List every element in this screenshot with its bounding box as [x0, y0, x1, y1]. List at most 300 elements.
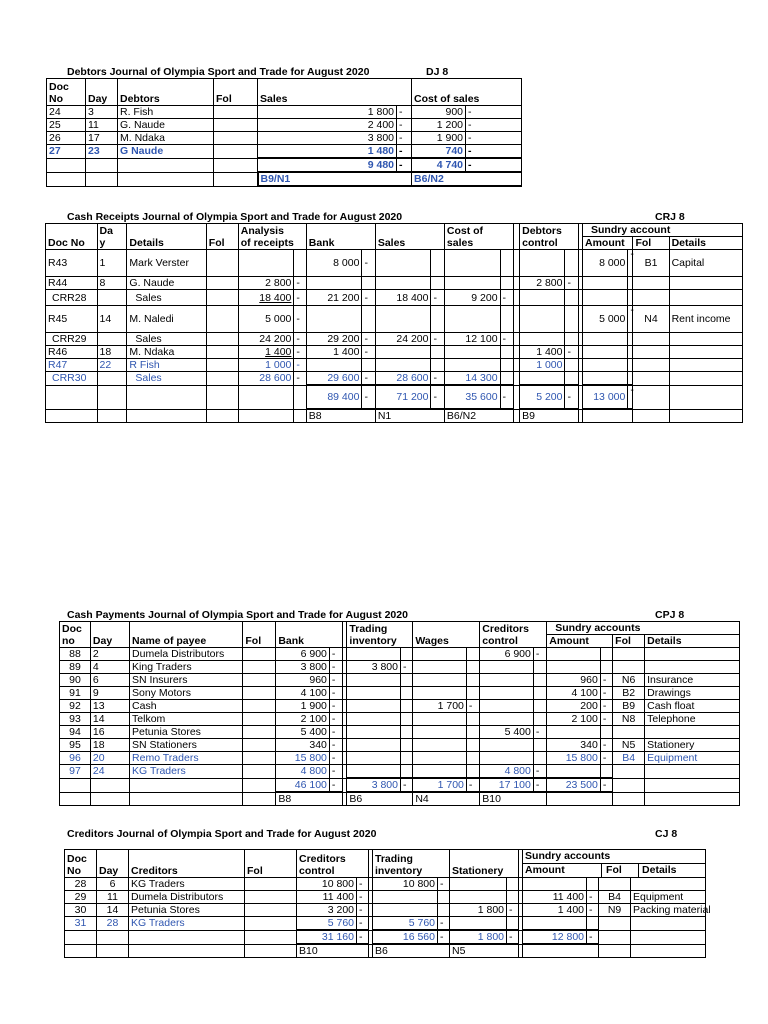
- empty-cell: [97, 930, 129, 944]
- dj-dash: -: [397, 119, 412, 132]
- cpj-dash: -: [400, 661, 412, 674]
- crj-dash: [565, 372, 578, 386]
- cj-sdetails: Packing material: [631, 904, 706, 917]
- crj-sales: 28 600: [375, 372, 431, 386]
- crj-fol: [206, 372, 238, 386]
- crj-dash: [500, 250, 513, 277]
- crj-title: Cash Receipts Journal of Olympia Sport and Trade for August 2020: [67, 211, 403, 223]
- dj-total-sales: 9 480: [258, 158, 397, 172]
- cpj-fol: [243, 726, 276, 739]
- dj-sales: 1 480: [258, 145, 397, 159]
- cj-dash: -: [357, 891, 369, 904]
- crj-bank: 1 400: [306, 346, 362, 359]
- cpj-payee: Cash: [130, 700, 243, 713]
- crj-dash: [500, 306, 513, 333]
- cpj-day: 16: [90, 726, 129, 739]
- crj-day: [97, 290, 127, 306]
- crj-fol: [206, 333, 238, 346]
- empty-cell: [582, 409, 633, 423]
- empty-cell: [245, 944, 297, 958]
- cpj-amount: 340: [547, 739, 601, 752]
- cpj-bank: 4 800: [276, 765, 330, 779]
- cpj-trading: [347, 713, 401, 726]
- crj-sdetails: [669, 290, 742, 306]
- cpj-bank: 2 100: [276, 713, 330, 726]
- cpj-sfol: [613, 726, 645, 739]
- crj-folio-cost: B6/N2: [444, 409, 513, 423]
- empty-cell: [631, 930, 706, 944]
- crj-fol: [206, 277, 238, 290]
- table-row-total: [65, 930, 706, 944]
- cpj-dash: [533, 687, 546, 700]
- crj-analysis: [238, 250, 294, 277]
- cpj-header-sfol: Fol: [613, 635, 645, 648]
- crj-amount: [582, 277, 627, 290]
- cpj-wages: [413, 713, 467, 726]
- crj-dash: -: [294, 277, 306, 290]
- crj-header-amount: Amount: [582, 237, 633, 250]
- dj-dash: -: [397, 132, 412, 145]
- cpj-trading: [347, 687, 401, 700]
- table-row: [60, 713, 740, 726]
- crj-cost: [444, 346, 500, 359]
- cpj-bank: 3 800: [276, 661, 330, 674]
- empty-cell: [97, 409, 127, 423]
- dj-header-doc: Doc No: [47, 79, 86, 106]
- cpj-amount: [547, 648, 601, 661]
- cpj-doc: 92: [60, 700, 91, 713]
- cpj-sfol: B9: [613, 700, 645, 713]
- cpj-dash: -: [329, 674, 342, 687]
- cj-dash: -: [587, 891, 599, 904]
- dj-day: 23: [86, 145, 118, 159]
- crj-bank: [306, 359, 362, 372]
- cpj-dash: [533, 674, 546, 687]
- cj-stationery: [450, 878, 507, 891]
- crj-sfol: [633, 346, 669, 359]
- crj-doc: R44: [46, 277, 98, 290]
- cj-name: Dumela Distributors: [129, 891, 245, 904]
- crj-dash: -: [431, 372, 444, 386]
- cpj-trading: [347, 739, 401, 752]
- crj-bank: 29 200: [306, 333, 362, 346]
- cpj-dash: -: [533, 648, 546, 661]
- cj-folio-trading: B6: [373, 944, 450, 958]
- cj-control: 5 760: [297, 917, 357, 931]
- crj-day: [97, 333, 127, 346]
- empty-cell: [547, 792, 613, 806]
- cpj-dash: [400, 687, 412, 700]
- crj-amount: 5 000: [582, 306, 627, 333]
- cj-stationery: 1 800: [450, 904, 507, 917]
- cpj-doc: 97: [60, 765, 91, 779]
- crj-dash: -: [294, 346, 306, 359]
- empty-cell: [294, 385, 306, 409]
- cpj-dash: [600, 648, 612, 661]
- cj-dash: [507, 891, 519, 904]
- cpj-dash: [533, 700, 546, 713]
- cpj-day: 2: [90, 648, 129, 661]
- cj-dash: [438, 891, 450, 904]
- cpj-dash: [533, 661, 546, 674]
- cj-dash: -: [438, 917, 450, 931]
- crj-debtors: 1 400: [520, 346, 565, 359]
- crj-dash: [431, 277, 444, 290]
- crj-sdetails: [669, 346, 742, 359]
- cpj-header-wages: Wages: [413, 622, 480, 648]
- crj-sfol: [633, 372, 669, 386]
- cpj-bank: 5 400: [276, 726, 330, 739]
- dj-doc: 26: [47, 132, 86, 145]
- cpj-header-creditors: Creditors control: [480, 622, 547, 648]
- crj-bank: 21 200: [306, 290, 362, 306]
- crj-dash: [362, 277, 375, 290]
- cpj-fol: [243, 687, 276, 700]
- empty-cell: [238, 385, 294, 409]
- cj-header-day: Day: [97, 850, 129, 878]
- cpj-header-amount: Amount: [547, 635, 613, 648]
- cpj-dash: -: [600, 752, 612, 765]
- cpj-dash: -: [600, 674, 612, 687]
- cpj-doc: 95: [60, 739, 91, 752]
- empty-cell: [599, 944, 631, 958]
- crj-dash: [565, 359, 578, 372]
- cj-trading: 5 760: [373, 917, 438, 931]
- cpj-sfol: N6: [613, 674, 645, 687]
- cpj-amount: 200: [547, 700, 601, 713]
- crj-code: CRJ 8: [655, 211, 685, 223]
- crj-analysis: 1 400: [238, 346, 294, 359]
- cpj-amount: 4 100: [547, 687, 601, 700]
- crj-dash: -: [628, 306, 633, 333]
- cpj-wages: [413, 739, 467, 752]
- crj-dash: [431, 346, 444, 359]
- cpj-fol: [243, 661, 276, 674]
- cpj-doc: 91: [60, 687, 91, 700]
- empty-cell: [65, 930, 97, 944]
- cpj-creditors: 4 800: [480, 765, 534, 779]
- cpj-sfol: [613, 765, 645, 779]
- cpj-sfol: N5: [613, 739, 645, 752]
- cpj-total-creditors: 17 100: [480, 778, 534, 792]
- crj-dash: [294, 250, 306, 277]
- cpj-sdetails: Telephone: [645, 713, 740, 726]
- cj-total-amount: 12 800: [523, 930, 587, 944]
- crj-total-cost: 35 600: [444, 385, 500, 409]
- cj-sfol: [599, 917, 631, 931]
- dj-cost: 1 900: [412, 132, 466, 145]
- dj-cost: 900: [412, 106, 466, 119]
- cpj-dash: -: [600, 778, 612, 792]
- empty-cell: [97, 944, 129, 958]
- cpj-day: 14: [90, 713, 129, 726]
- crj-sfol: [633, 290, 669, 306]
- cpj-wages: 1 700: [413, 700, 467, 713]
- crj-details: Mark Verster: [127, 250, 206, 277]
- cpj-sfol: B2: [613, 687, 645, 700]
- cpj-dash: [400, 739, 412, 752]
- cj-dash: -: [357, 917, 369, 931]
- cpj-dash: -: [466, 700, 479, 713]
- cpj-trading: [347, 765, 401, 779]
- crj-cost: [444, 277, 500, 290]
- cj-doc: 31: [65, 917, 97, 931]
- cpj-wages: [413, 674, 467, 687]
- crj-sales: [375, 250, 431, 277]
- table-row-total: [60, 778, 740, 792]
- crj-analysis: 28 600: [238, 372, 294, 386]
- cj-dash: [587, 917, 599, 931]
- cpj-bank: 15 800: [276, 752, 330, 765]
- dj-dash: -: [397, 106, 412, 119]
- dj-doc: 25: [47, 119, 86, 132]
- crj-doc: R47: [46, 359, 98, 372]
- dj-header-fol: Fol: [214, 79, 258, 106]
- table-row: [47, 119, 522, 132]
- empty-cell: [294, 409, 306, 423]
- cpj-trading: [347, 648, 401, 661]
- cpj-dash: [466, 752, 479, 765]
- table-row: [60, 687, 740, 700]
- crj-details: Sales: [127, 372, 206, 386]
- cpj-creditors: [480, 661, 534, 674]
- crj-dash: -: [294, 306, 306, 333]
- crj-header-details: Details: [127, 224, 206, 250]
- crj-debtors: [520, 306, 565, 333]
- crj-doc: CRR30: [46, 372, 98, 386]
- cpj-bank: 4 100: [276, 687, 330, 700]
- cj-day: 28: [97, 917, 129, 931]
- table-row: [60, 700, 740, 713]
- cpj-bank: 340: [276, 739, 330, 752]
- crj-dash: [565, 250, 578, 277]
- table-row: [46, 359, 743, 372]
- cj-sfol: B4: [599, 891, 631, 904]
- crj-sdetails: [669, 359, 742, 372]
- dj-doc: 27: [47, 145, 86, 159]
- crj-amount: 8 000: [582, 250, 627, 277]
- table-row: [60, 661, 740, 674]
- cpj-dash: [400, 726, 412, 739]
- crj-total-bank: 89 400: [306, 385, 362, 409]
- crj-day: 8: [97, 277, 127, 290]
- cj-dash: -: [587, 930, 599, 944]
- cpj-dash: -: [600, 700, 612, 713]
- cpj-title: Cash Payments Journal of Olympia Sport and Trade for August 2020: [67, 609, 408, 621]
- crj-doc: R43: [46, 250, 98, 277]
- cj-header-sundry-sub: [523, 864, 705, 877]
- cpj-doc: 94: [60, 726, 91, 739]
- cpj-sdetails: Equipment: [645, 752, 740, 765]
- cpj-payee: Remo Traders: [130, 752, 243, 765]
- empty-cell: [206, 385, 238, 409]
- dj-cost: 740: [412, 145, 466, 159]
- cpj-header-sundry: Sundry accounts: [547, 622, 740, 635]
- empty-cell: [65, 944, 97, 958]
- cj-sdetails: [631, 878, 706, 891]
- crj-day: [97, 372, 127, 386]
- crj-day: 1: [97, 250, 127, 277]
- empty-cell: [206, 409, 238, 423]
- cpj-folio-bank: B8: [276, 792, 343, 806]
- cj-dash: [587, 878, 599, 891]
- cpj-day: 9: [90, 687, 129, 700]
- table-row: [46, 250, 743, 277]
- empty-cell: [47, 172, 86, 186]
- dj-dash: -: [397, 145, 412, 159]
- empty-cell: [46, 385, 98, 409]
- empty-cell: [238, 409, 294, 423]
- crj-doc: CRR28: [46, 290, 98, 306]
- cpj-fol: [243, 713, 276, 726]
- crj-analysis: 1 000: [238, 359, 294, 372]
- crj-day: 14: [97, 306, 127, 333]
- crj-amount: [582, 359, 627, 372]
- empty-cell: [97, 385, 127, 409]
- cpj-header-sdetails: Details: [645, 635, 740, 648]
- empty-cell: [130, 792, 243, 806]
- cj-title: Creditors Journal of Olympia Sport and Trade for August 2020: [67, 828, 377, 840]
- crj-dash: [362, 306, 375, 333]
- cj-stationery: [450, 891, 507, 904]
- cpj-sfol: [613, 648, 645, 661]
- cj-header-sdetails: Details: [642, 864, 677, 876]
- dj-name: G. Naude: [118, 119, 214, 132]
- empty-cell: [118, 158, 214, 172]
- empty-cell: [86, 158, 118, 172]
- empty-cell: [46, 409, 98, 423]
- dj-name: R. Fish: [118, 106, 214, 119]
- empty-cell: [129, 944, 245, 958]
- cpj-dash: -: [600, 687, 612, 700]
- cj-sdetails: [631, 917, 706, 931]
- cpj-payee: Sony Motors: [130, 687, 243, 700]
- cj-dash: [507, 878, 519, 891]
- cpj-day: 18: [90, 739, 129, 752]
- crj-header-bank: Bank: [306, 224, 375, 250]
- crj-doc: CRR29: [46, 333, 98, 346]
- crj-dash: [431, 359, 444, 372]
- crj-sdetails: Rent income: [669, 306, 742, 333]
- empty-cell: [130, 778, 243, 792]
- cj-header-doc: Doc No: [65, 850, 97, 878]
- cash-payments-journal-table: [59, 621, 740, 806]
- table-row: [46, 333, 743, 346]
- cj-amount: 1 400: [523, 904, 587, 917]
- cpj-dash: [533, 713, 546, 726]
- cj-total-stationery: 1 800: [450, 930, 507, 944]
- cj-dash: -: [507, 930, 519, 944]
- cj-dash: -: [357, 878, 369, 891]
- crj-bank: [306, 277, 362, 290]
- cpj-payee: KG Traders: [130, 765, 243, 779]
- dj-dash: -: [397, 158, 412, 172]
- dj-dash: -: [466, 158, 522, 172]
- cj-dash: -: [438, 930, 450, 944]
- cpj-dash: [400, 700, 412, 713]
- crj-folio-sales: N1: [375, 409, 444, 423]
- crj-header-sdetails: Details: [669, 237, 742, 250]
- crj-debtors: [520, 290, 565, 306]
- cpj-folio-wages: N4: [413, 792, 480, 806]
- crj-cost: 12 100: [444, 333, 500, 346]
- cpj-creditors: [480, 687, 534, 700]
- crj-fol: [206, 290, 238, 306]
- dj-dash: -: [466, 132, 522, 145]
- cpj-dash: [400, 765, 412, 779]
- cj-doc: 29: [65, 891, 97, 904]
- cj-dash: -: [587, 904, 599, 917]
- cj-doc: 28: [65, 878, 97, 891]
- cpj-dash: [400, 648, 412, 661]
- crj-dash: -: [362, 333, 375, 346]
- cpj-bank: 1 900: [276, 700, 330, 713]
- cpj-amount: [547, 726, 601, 739]
- cpj-dash: [466, 687, 479, 700]
- empty-cell: [90, 792, 129, 806]
- crj-doc: R45: [46, 306, 98, 333]
- cpj-dash: [533, 752, 546, 765]
- empty-cell: [645, 792, 740, 806]
- dj-doc: 24: [47, 106, 86, 119]
- dj-dash: -: [466, 145, 522, 159]
- crj-debtors: [520, 250, 565, 277]
- crj-dash: -: [500, 385, 513, 409]
- crj-sfol: [633, 333, 669, 346]
- cpj-dash: -: [533, 726, 546, 739]
- crj-dash: [565, 333, 578, 346]
- cj-header-sundry-label: Sundry accounts: [523, 850, 705, 864]
- cj-header-creditors: Creditors: [129, 850, 245, 878]
- cpj-dash: -: [329, 713, 342, 726]
- crj-dash: -: [294, 359, 306, 372]
- cpj-wages: [413, 726, 467, 739]
- empty-cell: [129, 930, 245, 944]
- empty-cell: [599, 930, 631, 944]
- cpj-trading: [347, 674, 401, 687]
- empty-cell: [669, 385, 742, 409]
- cpj-doc: 93: [60, 713, 91, 726]
- crj-dash: -: [500, 333, 513, 346]
- cpj-fol: [243, 739, 276, 752]
- table-row: [47, 145, 522, 159]
- cpj-dash: [466, 713, 479, 726]
- empty-cell: [669, 409, 742, 423]
- empty-cell: [645, 778, 740, 792]
- dj-code: DJ 8: [426, 66, 449, 78]
- crj-sfol: B1: [633, 250, 669, 277]
- crj-sdetails: [669, 372, 742, 386]
- empty-cell: [127, 409, 206, 423]
- cpj-sdetails: [645, 765, 740, 779]
- cpj-total-amount: 23 500: [547, 778, 601, 792]
- crj-header-doc: Doc No: [46, 224, 98, 250]
- cpj-header-doc: Doc no: [60, 622, 91, 648]
- crj-fol: [206, 346, 238, 359]
- cj-doc: 30: [65, 904, 97, 917]
- table-row: [60, 726, 740, 739]
- crj-bank: 8 000: [306, 250, 362, 277]
- cpj-wages: [413, 752, 467, 765]
- table-row: [60, 752, 740, 765]
- cj-header-trading: Trading inventory: [373, 850, 450, 878]
- cpj-dash: [466, 726, 479, 739]
- cj-header-sundry: [523, 850, 706, 878]
- table-row: [60, 765, 740, 779]
- crj-sales: 24 200: [375, 333, 431, 346]
- crj-dash: -: [294, 372, 306, 386]
- table-row: [46, 372, 743, 386]
